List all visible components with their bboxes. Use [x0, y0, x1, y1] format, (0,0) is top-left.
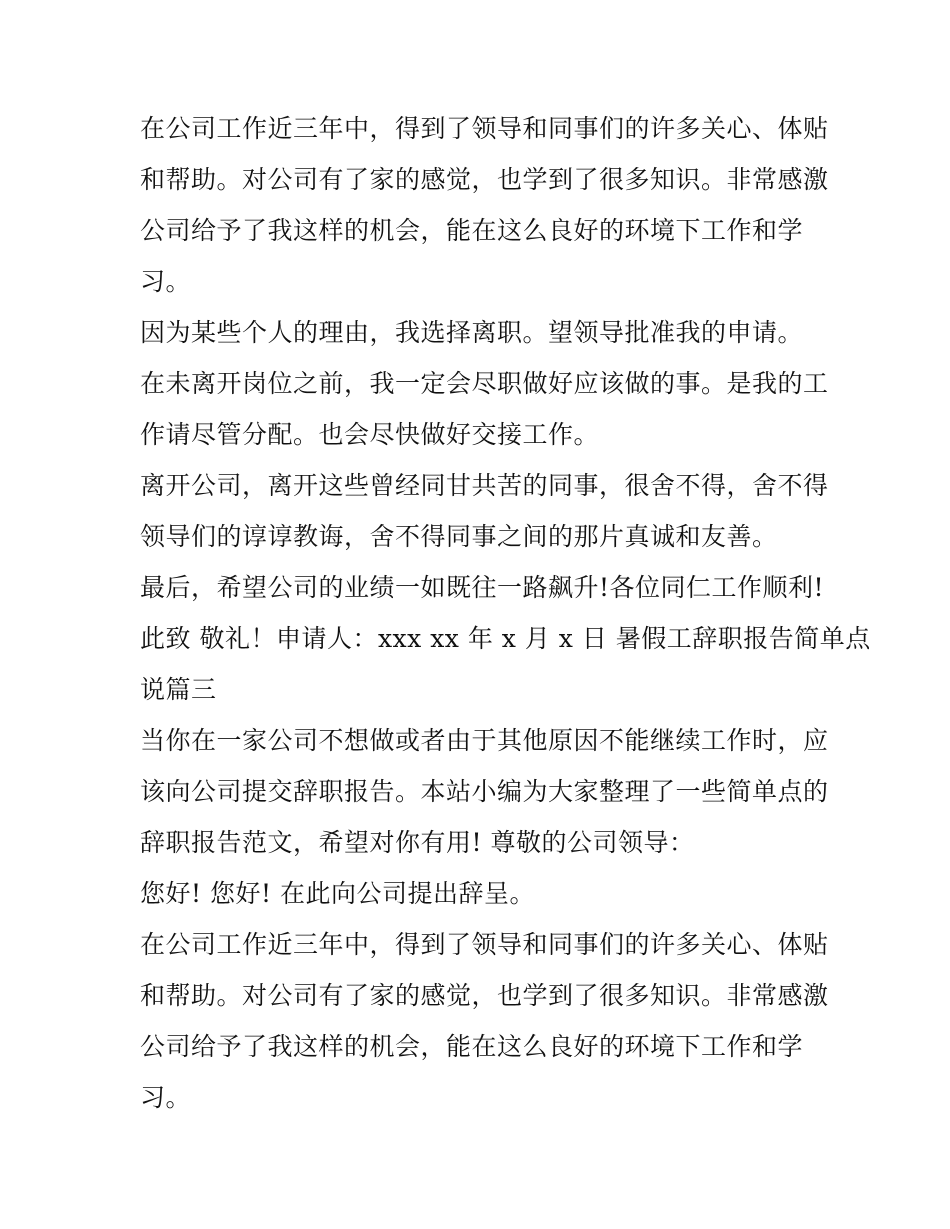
text-line: 和帮助。对公司有了家的感觉，也学到了很多知识。非常感激 [140, 165, 829, 194]
text-line: 因为某些个人的理由，我选择离职。望领导批准我的申请。 [140, 318, 804, 347]
paragraph-5 [140, 562, 871, 715]
text-line: 此致 敬礼！申请人：xxx xx 年 x 月 x 日 暑假工辞职报告简单点 [140, 624, 871, 653]
text-line: 公司给予了我这样的机会，能在这么良好的环境下工作和学 [140, 216, 804, 245]
text-line: 最后，希望公司的业绩一如既往一路飙升!各位同仁工作顺利! [140, 573, 825, 602]
paragraph-7 [140, 868, 820, 919]
text-line: 说篇三 [140, 675, 217, 704]
text-line: 和帮助。对公司有了家的感觉，也学到了很多知识。非常感激 [140, 981, 829, 1010]
text-line: 在公司工作近三年中，得到了领导和同事们的许多关心、体贴 [140, 930, 829, 959]
text-line: 领导们的谆谆教诲，舍不得同事之间的那片真诚和友善。 [140, 522, 778, 551]
text-line: 习。 [140, 1083, 192, 1112]
paragraph-4 [140, 460, 829, 562]
text-line: 习。 [140, 267, 192, 296]
paragraph-3 [140, 358, 829, 460]
text-line: 该向公司提交辞职报告。本站小编为大家整理了一些简单点的 [140, 777, 829, 806]
paragraph-8 [140, 919, 829, 1123]
paragraph-6 [140, 715, 829, 868]
text-line: 您好! 您好! 在此向公司提出辞呈。 [140, 879, 535, 908]
text-line: 离开公司，离开这些曾经同甘共苦的同事，很舍不得，舍不得 [140, 471, 829, 500]
text-line: 辞职报告范文，希望对你有用! 尊敬的公司领导： [140, 828, 695, 857]
text-line: 在公司工作近三年中，得到了领导和同事们的许多关心、体贴 [140, 114, 829, 143]
paragraph-1 [140, 103, 829, 307]
paragraph-2 [140, 307, 820, 358]
text-line: 当你在一家公司不想做或者由于其他原因不能继续工作时，应 [140, 726, 829, 755]
text-line: 在未离开岗位之前，我一定会尽职做好应该做的事。是我的工 [140, 369, 829, 398]
text-line: 公司给予了我这样的机会，能在这么良好的环境下工作和学 [140, 1032, 804, 1061]
text-line: 作请尽管分配。也会尽快做好交接工作。 [140, 420, 600, 449]
document-body [140, 103, 871, 1123]
